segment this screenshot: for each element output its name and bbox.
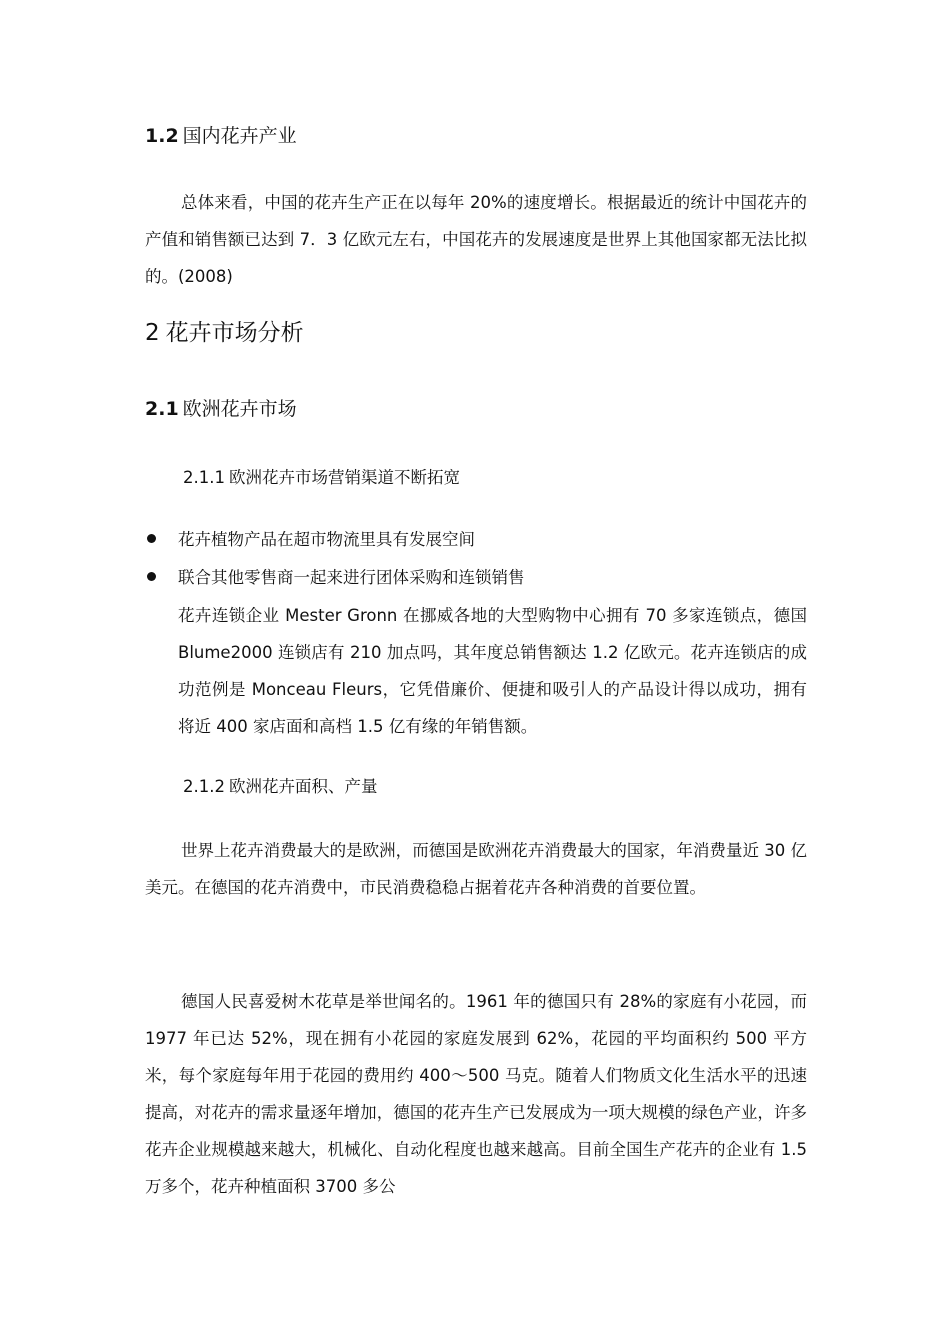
subsection-heading-2-1-1 (183, 467, 460, 489)
list-item (145, 528, 807, 552)
subsection-heading-2-1-2 (183, 776, 377, 798)
list-item-text: 联合其他零售商一起来进行团体采购和连锁销售 (178, 568, 525, 587)
section-heading-2-1 (145, 397, 297, 421)
paragraph-chain-stores: 花卉连锁企业 Mester Gronn 在挪威各地的大型购物中心拥有 70 多家连锁点，德国 Blume2000 连锁店有 210 加点吗，其年度总销售额达 1.2 亿欧元。花卉连锁店的成功范例是 Monceau Fleurs，它凭借廉价、便捷和吸引人的产品设计得以成功，拥有将近 400 家店面和高档 1.5 亿有缘的年销售额。 (178, 606, 807, 736)
list-item (145, 566, 807, 590)
subsection-title: 欧洲花卉市场营销渠道不断拓宽 (228, 468, 460, 487)
section-title: 国内花卉产业 (182, 125, 297, 147)
subsection-title: 欧洲花卉面积、产量 (228, 777, 378, 796)
paragraph-germany-gardens: 德国人民喜爱树木花草是举世闻名的。1961 年的德国只有 28%的家庭有小花园，而 1977 年已达 52%，现在拥有小花园的家庭发展到 62%，花园的平均面积约 500 平方米，每个家庭每年用于花园的费用约 400～500 马克。随着人们物质文化生活水平的迅速提高，对花卉的需求量逐年增加，德国的花卉生产已发展成为一项大规模的绿色产业，许多花卉企业规模越来越大，机械化、自动化程度也越来越高。目前全国生产花卉的企业有 1.5 万多个，花卉种植面积 3700 多公 (145, 992, 807, 1196)
section-heading-1-2 (145, 124, 297, 148)
subsection-number: 2.1.2 (183, 777, 225, 796)
chapter-heading-2 (145, 318, 304, 348)
bullet-icon (147, 534, 156, 543)
section-number: 1.2 (145, 125, 179, 147)
chapter-number: 2 (145, 320, 160, 346)
section-number: 2.1 (145, 398, 179, 420)
chapter-title: 花卉市场分析 (165, 320, 304, 346)
section-title: 欧洲花卉市场 (182, 398, 297, 420)
list-item-text: 花卉植物产品在超市物流里具有发展空间 (178, 530, 475, 549)
paragraph-europe-consumption: 世界上花卉消费最大的是欧洲，而德国是欧洲花卉消费最大的国家，年消费量近 30 亿美元。在德国的花卉消费中，市民消费稳稳占据着花卉各种消费的首要位置。 (145, 841, 807, 897)
bullet-icon (147, 572, 156, 581)
subsection-number: 2.1.1 (183, 468, 225, 487)
paragraph-domestic-flowers: 总体来看，中国的花卉生产正在以每年 20%的速度增长。根据最近的统计中国花卉的产值和销售额已达到 7．3 亿欧元左右，中国花卉的发展速度是世界上其他国家都无法比拟的。(2008) (145, 193, 807, 286)
